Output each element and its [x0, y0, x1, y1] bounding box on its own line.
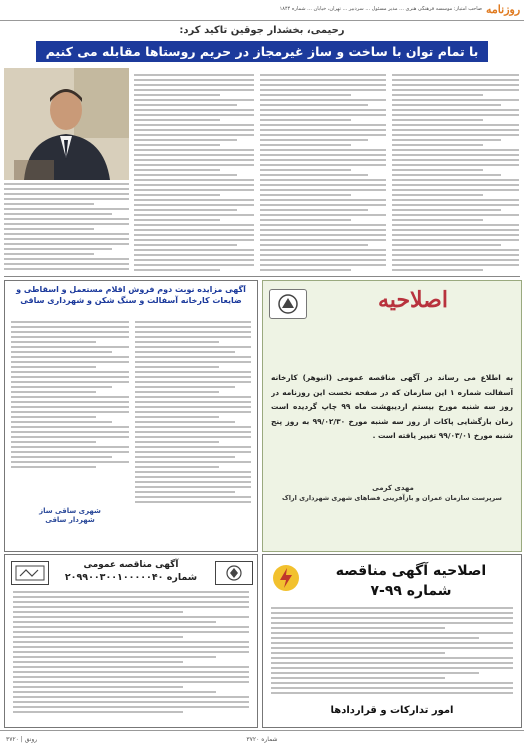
- auction-ad-signature: شهری ساقی ساز شهردار ساقی: [39, 507, 101, 524]
- photo-caption: [4, 183, 129, 272]
- tender-ad-body: [13, 591, 249, 719]
- correction-tender-ad: [262, 554, 522, 728]
- page-footer: [0, 730, 524, 751]
- correction-signature-name: مهدی کرمی: [372, 484, 414, 492]
- correction-tender-body: [271, 607, 513, 699]
- newspaper-logo: روزنامه: [486, 3, 521, 16]
- correction-body: به اطلاع می رساند در آگهی مناقصه عمومی (انبوهر) کارخانه آسفالت شماره ۱ این سازمان که در صفحه نخست این روزنامه در روز سه شنبه مورخ بیستم اردیبهشت ماه ۹۹ چاپ گردیده است زمان بازگشایی پاکات از روز سه شنبه مورخ ۹۹/۰۲/۳۰ به روز پنج شنبه مورخ ۹۹/۰۳/۰۱ تغییر یافته است .: [271, 373, 513, 440]
- footer-page-number: شماره ۳۷۲۰: [246, 736, 278, 743]
- tender-logo-right: [215, 561, 253, 585]
- section-divider: [4, 276, 520, 277]
- correction-title: اصلاحیه: [378, 287, 448, 313]
- headline-banner: [36, 41, 488, 62]
- auction-ad-body-left: [11, 321, 129, 471]
- tender-ad-title: آگهی مناقصه عمومی: [83, 560, 179, 570]
- correction-tender-title: اصلاحیه آگهی مناقصه: [335, 563, 487, 579]
- energy-logo: [271, 563, 301, 593]
- portrait-image: [4, 68, 129, 180]
- auction-ad-body-right: [135, 321, 251, 507]
- auction-ad: [4, 280, 258, 552]
- article-headline: با تمام توان با ساخت و ساز غیرمجاز در حریم روستاها مقابله می کنیم: [45, 44, 479, 59]
- correction-emblem: [269, 289, 307, 319]
- organization-logo-icon: [12, 562, 48, 584]
- power-company-logo-icon: [271, 563, 301, 593]
- article-photo: [4, 68, 129, 180]
- tender-logo-left: [11, 561, 49, 585]
- article-column-3: [134, 74, 254, 272]
- municipality-logo-icon: [270, 290, 306, 318]
- auction-ad-title: آگهی مزایده نوبت دوم فروش اقلام مستعمل و اسقاطی و ضایعات کارخانه آسفالت و سنگ شکن و شهرداری ساقی: [16, 285, 246, 305]
- article-column-2: [260, 74, 386, 272]
- correction-tender-footer: امور تدارکات و قراردادها: [330, 705, 454, 716]
- organization-logo-icon: [216, 562, 252, 584]
- article-kicker: رحیمی، بخشدار جوقین تاکید کرد:: [179, 25, 345, 36]
- masthead: [0, 0, 524, 21]
- tender-ad: [4, 554, 258, 728]
- tender-ad-number: شماره ۲۰۹۹۰۰۳۰۰۱۰۰۰۰۰۴۰: [64, 572, 198, 583]
- correction-signature-title: سرپرست سازمان عمران و بازآفرینی فضاهای شهری شهرداری اراک: [282, 494, 502, 502]
- masthead-meta: صاحب امتیاز: موسسه فرهنگی هنری ... مدیر مسئول ... سردبیر ... تهران، خیابان ... شماره ۱۸۴۴: [279, 6, 482, 12]
- footer-issue: ۳۷۲۰ | رونق: [6, 736, 38, 743]
- correction-ad: [262, 280, 522, 552]
- article-column-1: [392, 74, 519, 272]
- correction-tender-number: شماره ۹۹-۷: [370, 583, 452, 599]
